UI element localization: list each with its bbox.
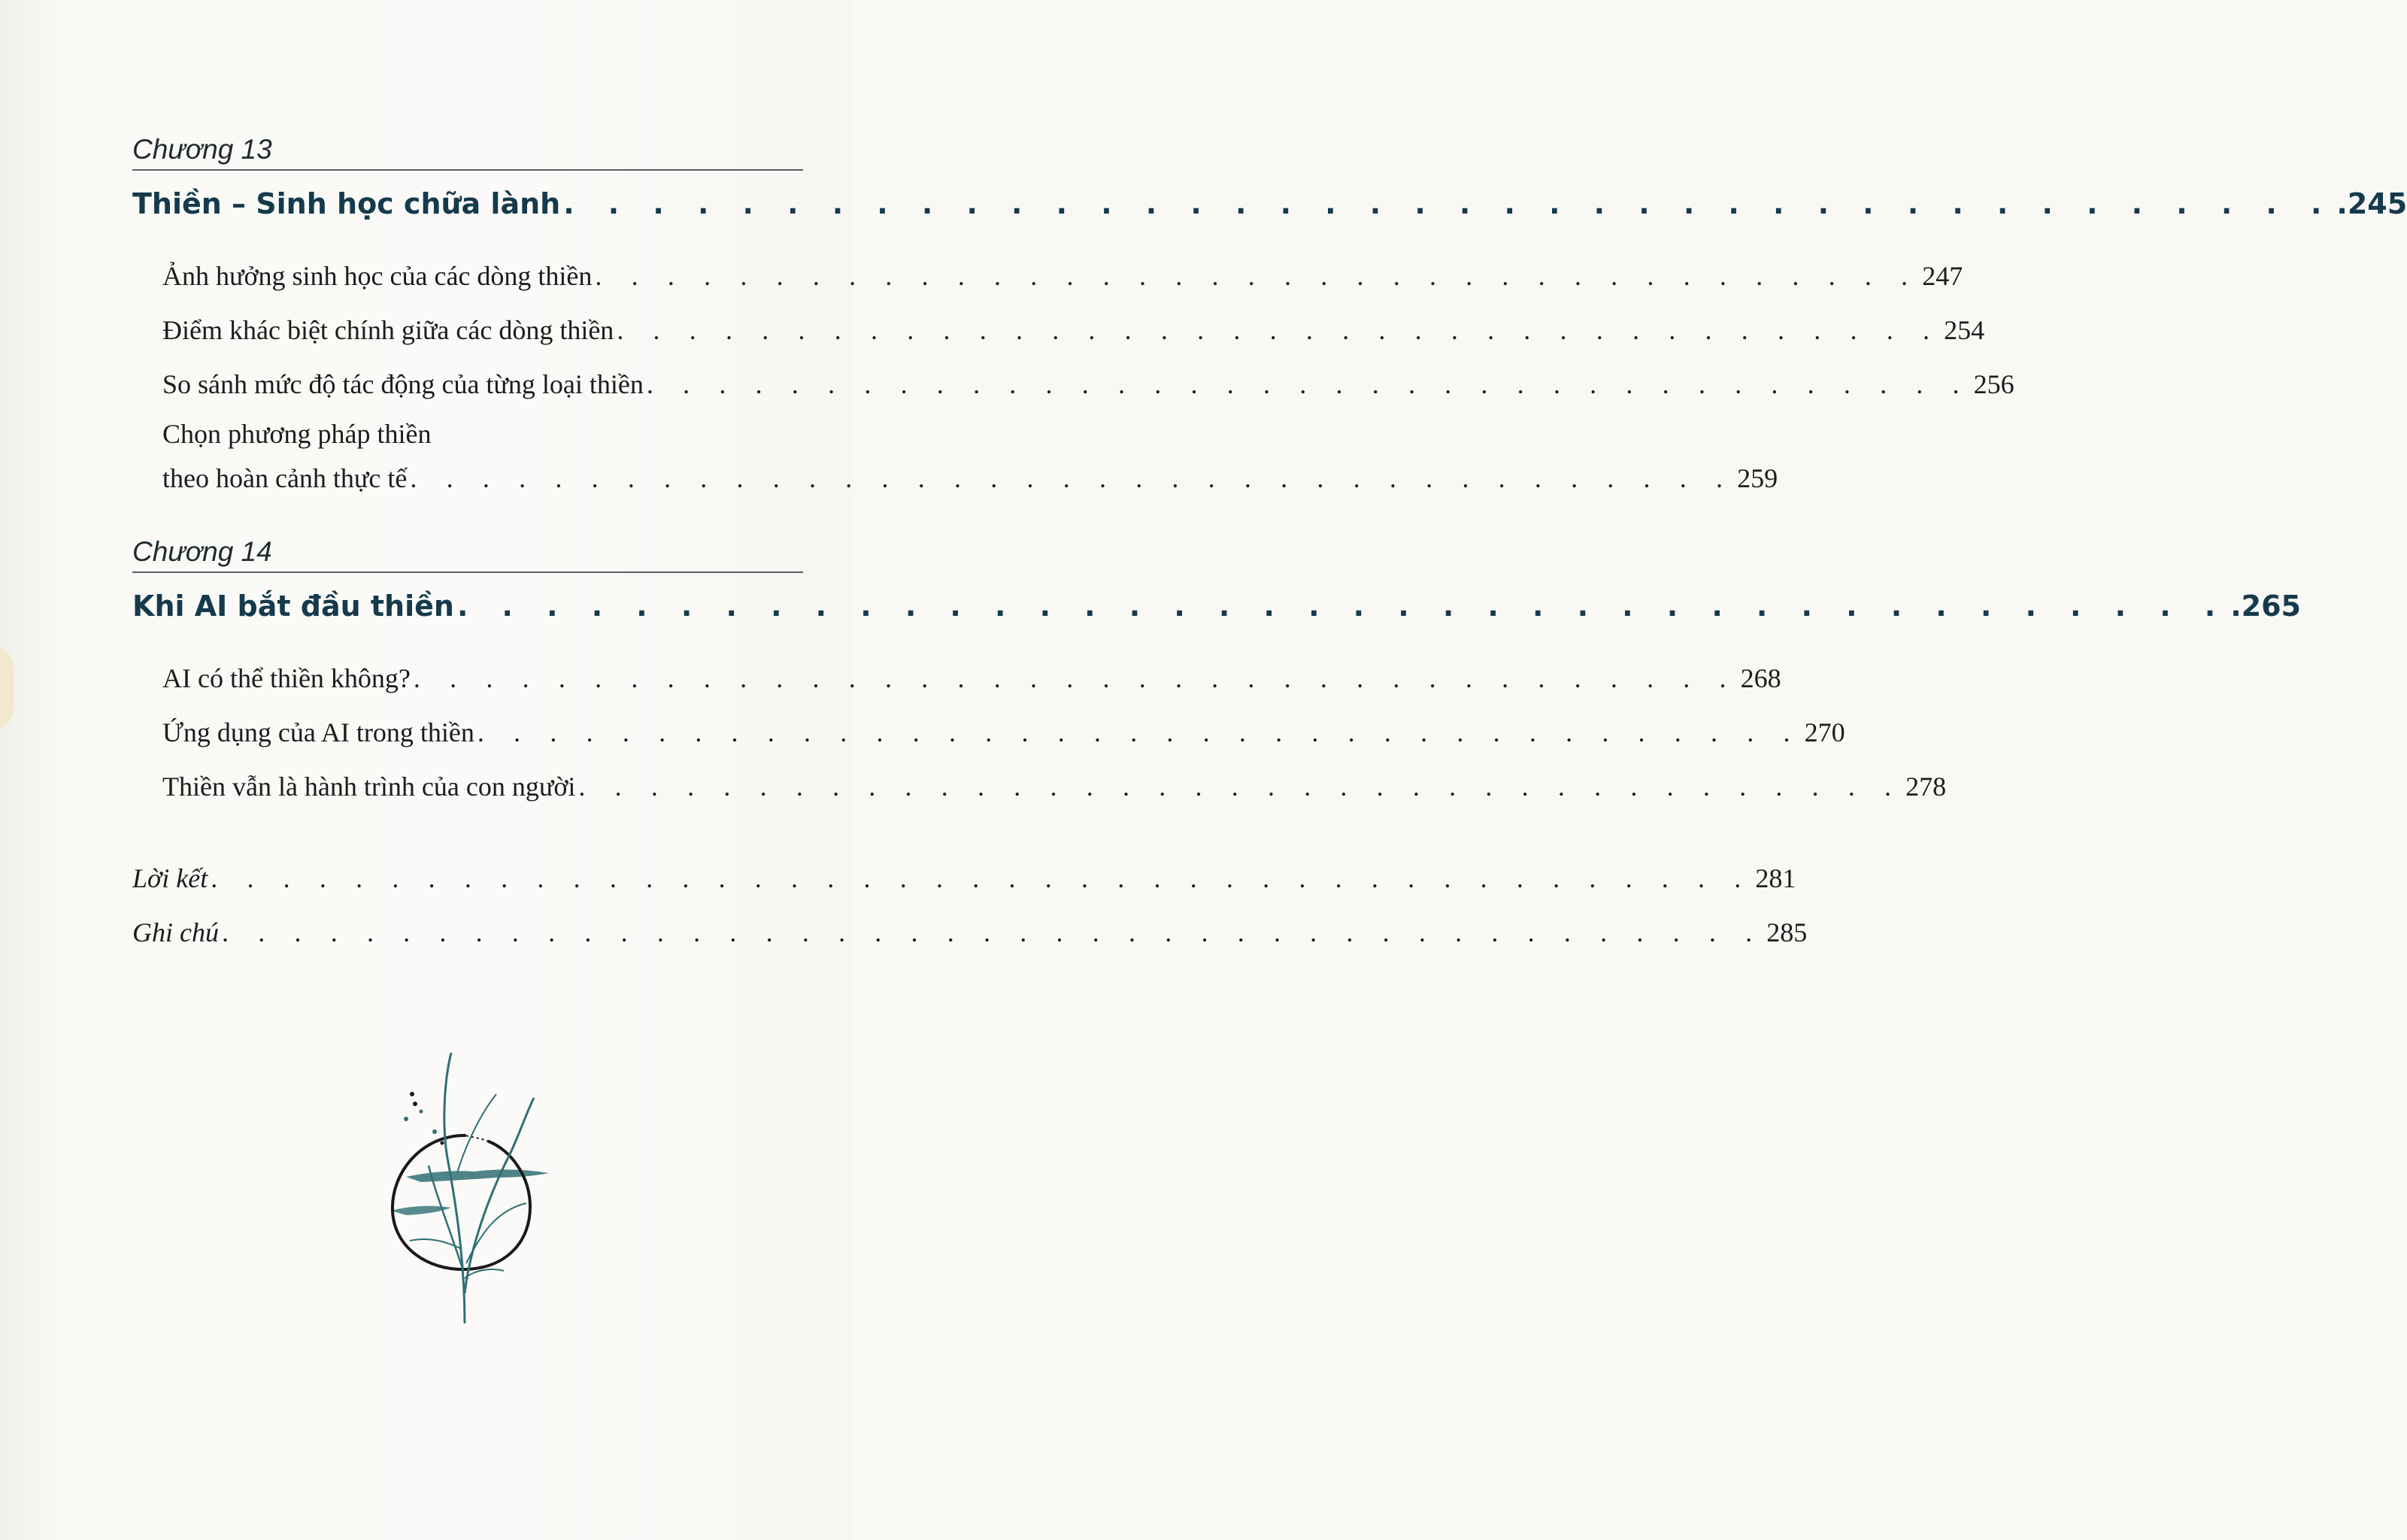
section-page-number: 254: [1944, 315, 1985, 345]
section-page-number: 278: [1905, 772, 1947, 802]
chapter-13-title[interactable]: [132, 187, 2407, 220]
section-title: AI có thể thiền không?: [162, 663, 411, 693]
dot-leader: . . . . . . . . . . . . . . . . . . . . . . . . . . . . . . . . . . . . .: [617, 315, 1942, 345]
toc-section-item[interactable]: [162, 249, 1963, 303]
dot-leader: . . . . . . . . . . . . . . . . . . . . . . . . . . . . . . . . . . . . . . . . . . .: [221, 917, 1764, 947]
orchid-enso-icon: [376, 1023, 564, 1323]
toc-section-item[interactable]: [162, 357, 2014, 411]
section-title-line2-row: [162, 456, 1778, 500]
section-title: Ảnh hưởng sinh học của các dòng thiền: [162, 261, 593, 291]
page-edge-mark: [0, 647, 14, 729]
dot-leader: . . . . . . . . . . . . . . . . . . . . . . . . . . . . . . . . . . . . .: [578, 772, 1903, 802]
section-title: Thiền vẫn là hành trình của con người: [162, 772, 576, 802]
dot-leader: . . . . . . . . . . . . . . . . . . . . . . . . . . . . . . . . . . . . .: [595, 261, 1920, 291]
section-title-line1: Chọn phương pháp thiền: [162, 419, 432, 449]
dot-leader: . . . . . . . . . . . . . . . . . . . . . . . . . . . . . . . . . . . . .: [477, 717, 1802, 747]
toc-section-item[interactable]: [162, 705, 1845, 759]
toc-section-item[interactable]: [162, 411, 1778, 500]
section-page-number: 256: [1973, 369, 2014, 399]
chapter-page-number: .245: [2336, 187, 2407, 220]
dot-leader: . . . . . . . . . . . . . . . . . . . . . . . . . . . . . . . . . . . . .: [410, 463, 1735, 493]
table-of-contents: [132, 134, 2407, 959]
dot-leader: . . . . . . . . . . . . . . . . . . . . . . . . . . . . . . . . . . . . . . . .: [563, 187, 2334, 220]
section-title: Ứng dụng của AI trong thiền: [162, 717, 474, 747]
section-title: theo hoàn cảnh thực tế: [162, 463, 408, 493]
toc-section-item[interactable]: [162, 651, 1781, 705]
dot-leader: . . . . . . . . . . . . . . . . . . . . . . . . . . . . . . . . . . . . .: [413, 663, 1738, 693]
dot-leader: . . . . . . . . . . . . . . . . . . . . . . . . . . . . . . . . . . . . . . . . . . .: [211, 863, 1753, 893]
section-page-number: 259: [1737, 463, 1778, 493]
end-item-title: Ghi chú: [132, 917, 219, 947]
section-title: Điểm khác biệt chính giữa các dòng thiền: [162, 315, 614, 345]
toc-end-item[interactable]: [132, 905, 1808, 959]
chapter-title-text: Thiền – Sinh học chữa lành: [132, 187, 561, 220]
chapter-14-label: Chương 14: [132, 538, 803, 573]
toc-section-item[interactable]: [162, 759, 1947, 814]
toc-end-item[interactable]: [132, 851, 1796, 905]
end-item-page-number: 281: [1755, 863, 1796, 893]
chapter-page-number: .265: [2230, 590, 2301, 623]
toc-section-item[interactable]: [162, 303, 1985, 357]
section-title: So sánh mức độ tác động của từng loại thiền: [162, 369, 644, 399]
dot-leader: . . . . . . . . . . . . . . . . . . . . . . . . . . . . . . . . . . . . .: [646, 369, 1971, 399]
chapter-title-text: Khi AI bắt đầu thiền: [132, 590, 454, 623]
chapter-13-label: Chương 13: [132, 135, 803, 171]
section-page-number: 247: [1922, 261, 1963, 291]
section-page-number: 270: [1804, 717, 1845, 747]
section-page-number: 268: [1740, 663, 1781, 693]
chapter-14-title[interactable]: [132, 590, 2301, 623]
end-item-page-number: 285: [1766, 917, 1808, 947]
dot-leader: . . . . . . . . . . . . . . . . . . . . . . . . . . . . . . . . . . . . . . . .: [456, 590, 2228, 623]
end-item-title: Lời kết: [132, 863, 208, 893]
